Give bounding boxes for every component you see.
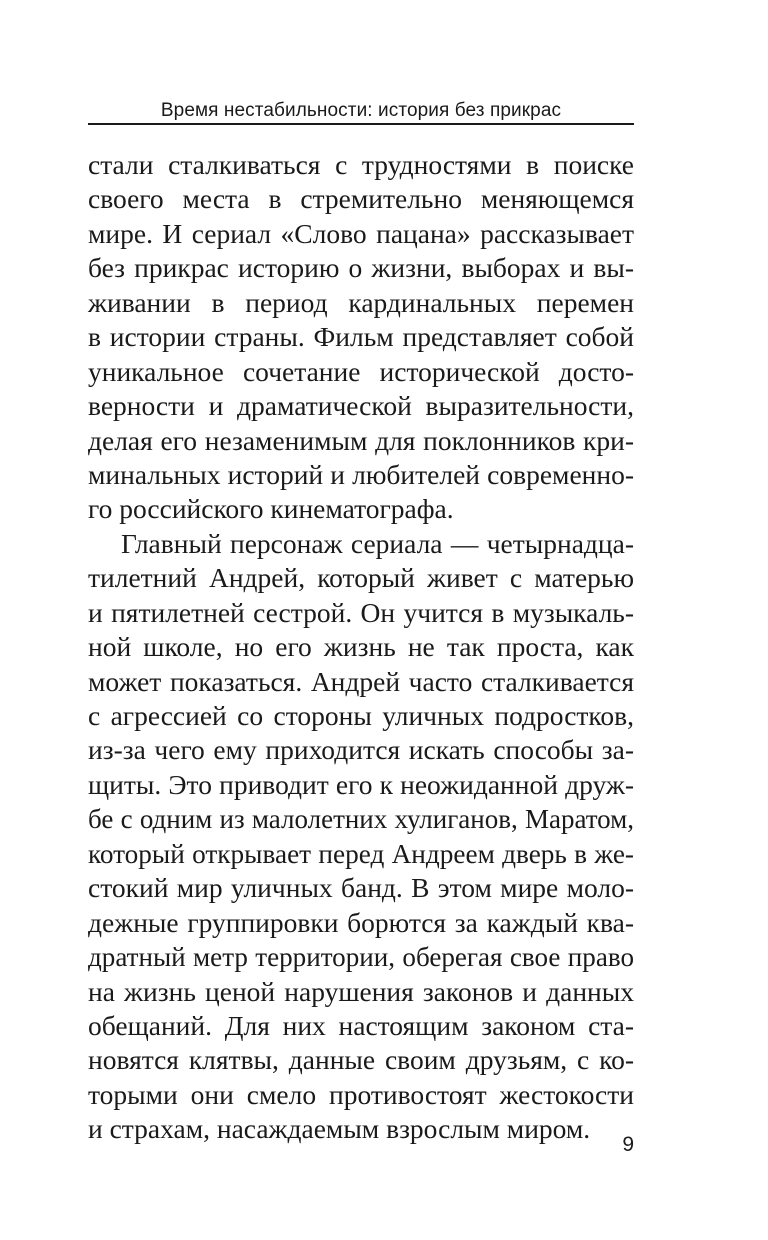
- running-header: [88, 101, 634, 125]
- text-line: щиты. Это приводит его к неожиданной друж-: [88, 768, 634, 800]
- text-line: торыми они смело противостоят жестокости: [88, 1078, 634, 1110]
- text-line: верности и драматической выразительности,: [88, 390, 634, 422]
- running-header-title: Время нестабильности: история без прикрас: [160, 100, 562, 121]
- text-line: из-за чего ему приходится искать способы за-: [88, 734, 634, 766]
- text-line: стокий мир уличных банд. В этом мире моло-: [88, 872, 634, 904]
- text-line: своего места в стремительно меняющемся: [88, 183, 634, 215]
- text-line: Главный персонаж сериала — четырнадца-: [121, 527, 634, 559]
- text-line: дратный метр территории, оберегая свое право: [88, 942, 634, 973]
- text-line: го российского кинематографа.: [88, 493, 454, 525]
- text-line: стали сталкиваться с трудностями в поиске: [88, 149, 634, 180]
- text-line: может показаться. Андрей часто сталкивается: [88, 665, 634, 697]
- text-line: новятся клятвы, данные своим друзьям, с ко-: [88, 1044, 634, 1076]
- paragraph-2: [88, 527, 634, 1147]
- text-line: в истории страны. Фильм представляет собой: [88, 321, 634, 353]
- text-line: и страхам, насаждаемым взрослым миром.: [88, 1113, 591, 1145]
- text-line: ной школе, но его жизнь не так проста, как: [88, 631, 634, 663]
- text-line: без прикрас историю о жизни, выборах и вы-: [88, 252, 634, 284]
- text-line: с агрессией со стороны уличных подростков,: [88, 700, 634, 731]
- text-line: минальных историй и любителей современно-: [88, 458, 634, 490]
- body-text: [88, 148, 634, 1147]
- text-line: живании в период кардинальных перемен: [88, 286, 634, 318]
- text-line: уникальное сочетание исторической досто-: [88, 355, 634, 387]
- paragraph-1: [88, 148, 634, 527]
- text-line: бе с одним из малолетних хулиганов, Маратом,: [88, 804, 634, 835]
- page-number: 9: [622, 1133, 634, 1156]
- text-line: и пятилетней сестрой. Он учится в музыкаль-: [88, 596, 634, 628]
- text-line: дежные группировки борются за каждый ква-: [88, 906, 634, 938]
- text-line: мире. И сериал «Слово пацана» рассказывает: [88, 217, 634, 249]
- text-line: делая его незаменимым для поклонников кри-: [88, 424, 634, 456]
- text-line: который открывает перед Андреем дверь в же-: [88, 838, 634, 869]
- text-line: тилетний Андрей, который живет с матерью: [88, 562, 634, 594]
- text-line: обещаний. Для них настоящим законом ста-: [88, 1009, 634, 1041]
- text-line: на жизнь ценой нарушения законов и данных: [88, 975, 634, 1007]
